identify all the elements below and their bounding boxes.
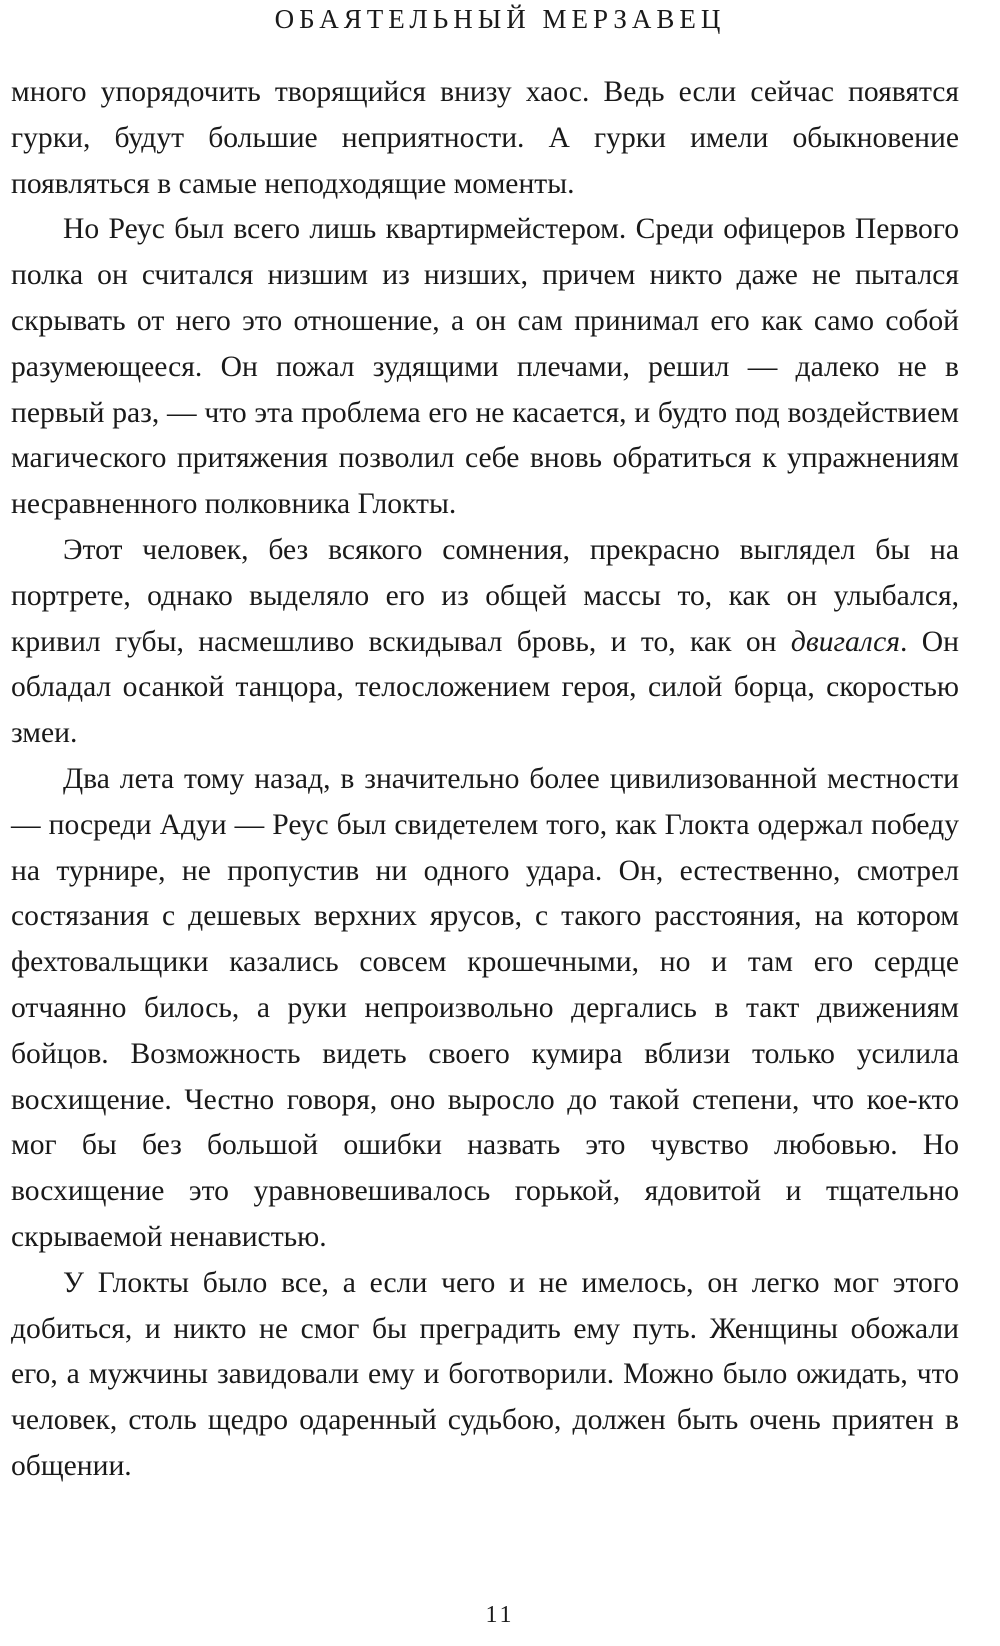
paragraph-2: Но Реус был всего лишь квартирмейстером. Среди офицеров Первого полка он считался низшим из низших, причем никто даже не пытался скрывать от него это отношение, а он сам принимал его как само собой разумеющееся. Он пожал зудящими плечами, решил — далеко не в первый раз, — что эта проблема его не касается, и будто под воздействием магического притяжения позволил себе вновь обратиться к упражнениям несравненного полковника Глокты. bbox=[11, 213, 959, 521]
running-head: ОБАЯТЕЛЬНЫЙ МЕРЗАВЕЦ bbox=[274, 4, 726, 34]
paragraph-3-before: Этот человек, без всякого сомнения, прекрасно выглядел бы на портрете, однако выделяло его из общей массы то, как он улыбался, кривил губы, насмешливо вскидывал бровь, и то, как он bbox=[11, 533, 959, 658]
paragraph-1: много упорядочить творящийся внизу хаос. Ведь если сейчас появятся гурки, будут большие неприятности. А гурки имели обыкновение появляться в самые неподходящие моменты. bbox=[11, 76, 959, 200]
body-text bbox=[11, 70, 959, 1490]
paragraph-3-after: . Он обладал осанкой танцора, телосложением героя, силой борца, скоростью змеи. bbox=[11, 625, 959, 750]
paragraph-4: Два лета тому назад, в значительно более цивилизованной местности — посреди Адуи — Реус был свидетелем того, как Глокта одержал победу на турнире, не пропустив ни одного удара. Он, естественно, смотрел состязания с дешевых верхних ярусов, с такого расстояния, на котором фехтовальщики казались совсем крошечными, но и там его сердце отчаянно билось, а руки непроизвольно дергались в такт движениям бойцов. Возможность видеть своего кумира вблизи только усилила восхищение. Честно говоря, оно выросло до такой степени, что кое-кто мог бы без большой ошибки назвать это чувство любовью. Но восхищение это уравновешивалось горькой, ядовитой и тщательно скрываемой ненавистью. bbox=[11, 762, 959, 1253]
paragraph-3 bbox=[11, 528, 959, 757]
paragraph-5: У Глокты было все, а если чего и не имелось, он легко мог этого добиться, и никто не смог бы преградить ему путь. Женщины обожали его, а мужчины завидовали ему и боготворили. Можно было ожидать, что человек, столь щедро одаренный судьбою, должен быть очень приятен в общении. bbox=[11, 1266, 959, 1482]
emphasized-word: двигался bbox=[790, 625, 900, 658]
page-number: 11 bbox=[485, 1602, 515, 1628]
